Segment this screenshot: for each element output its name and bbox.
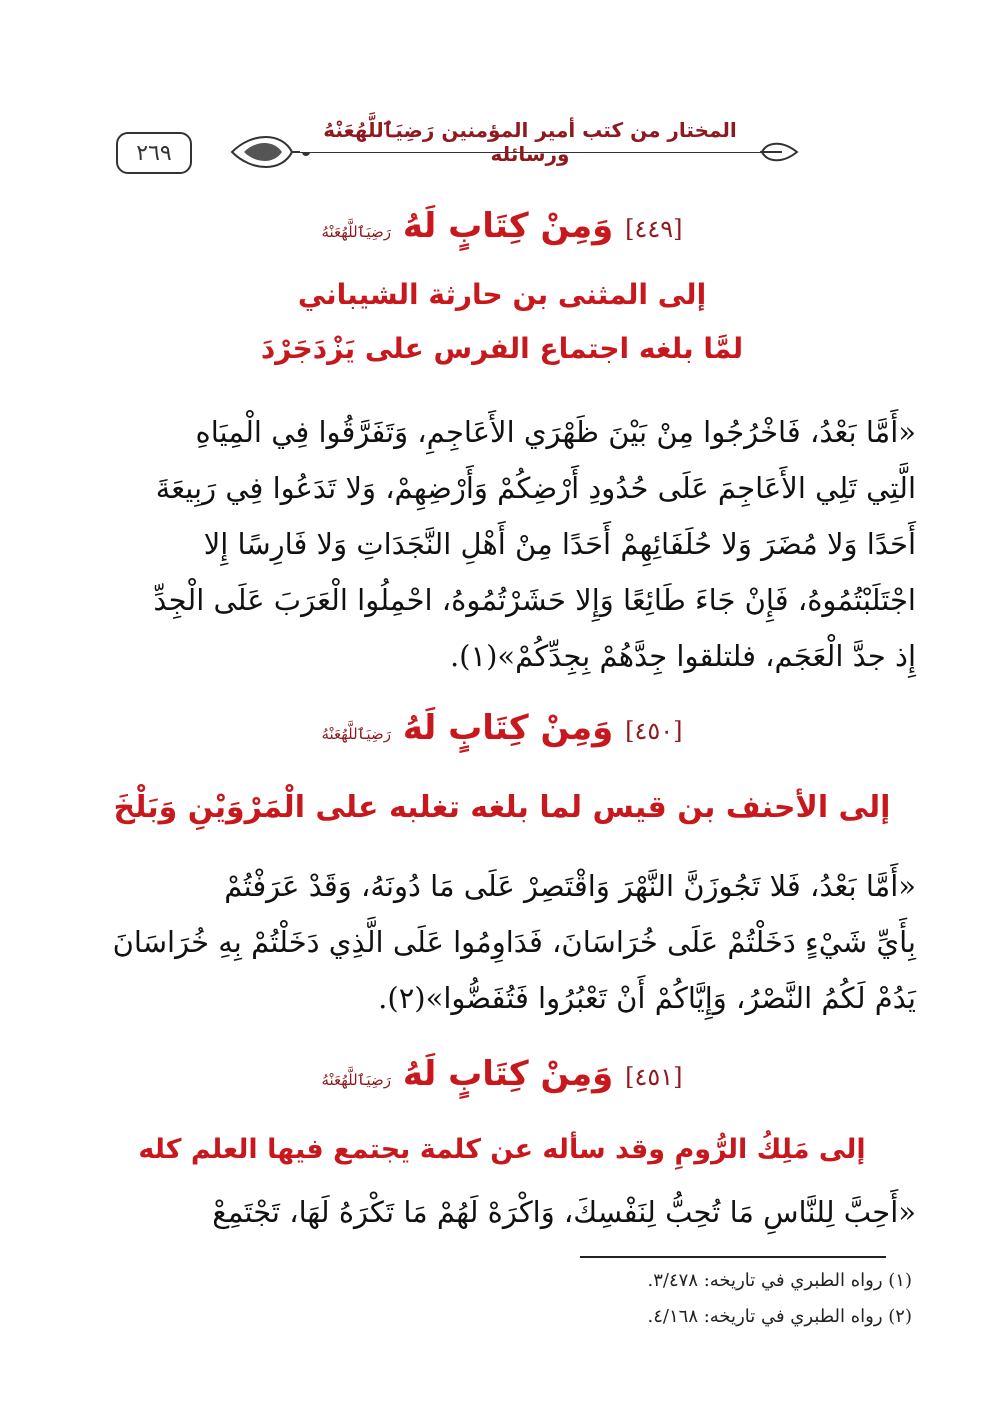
section-subtitle: لمَّا بلغه اجتماع الفرس على يَزْدَجَرْدَ	[260, 332, 744, 365]
section-title: وَمِنْ كِتَابٍ لَهُ	[402, 708, 614, 748]
running-head: المختار من كتب أمير المؤمنين رَضِيَٱللَّهُعَنْهُ ورسائله	[300, 118, 760, 152]
text-line: يَدُمْ لَكُمُ النَّصْرُ، وَإِيَّاكُمْ أَنْ تَعْبُرُوا فَتُفَضُّوا»(٢).	[378, 981, 916, 1015]
text-line: بِأَيِّ شَيْءٍ دَخَلْتُمْ عَلَى خُرَاسَانَ، فَدَاوِمُوا عَلَى الَّذِي دَخَلْتُمْ بِهِ خُرَاسَانَ	[112, 925, 916, 959]
text-line: اجْتَلَبْتُمُوهُ، فَإِنْ جَاءَ طَائِعًا وَإِلا حَشَرْتُمُوهُ، احْمِلُوا الْعَرَبَ عَلَى الْجِدِّ	[153, 583, 916, 617]
letter-text	[90, 858, 916, 1026]
text-line: أَحَدًا وَلا مُضَرَ وَلا حُلَفَائِهِمْ أَحَدًا مِنْ أَهْلِ النَّجَدَاتِ وَلا فَارِسًا إِلا	[203, 527, 916, 561]
footnote: (١) رواه الطبري في تاريخه: ٣/٤٧٨.	[647, 1270, 912, 1291]
letter-text	[90, 1184, 916, 1240]
section-subtitle: إلى الأحنف بن قيس لما بلغه تغلبه على الْمَرْوَيْنِ وَبَلْخَ	[113, 790, 891, 825]
section-subtitle: إلى المثنى بن حارثة الشيباني	[297, 278, 707, 311]
footnote: (٢) رواه الطبري في تاريخه: ٤/١٦٨.	[647, 1306, 912, 1327]
section-number: [٤٥١]	[625, 1063, 683, 1091]
honorific: رَضِيَٱللَّهُعَنْهُ	[321, 1071, 391, 1089]
page-number: ٢٦٩	[116, 132, 192, 174]
text-line: إِذ جدَّ الْعَجَم، فلتلقوا جِدَّهُمْ بِجِدِّكُمْ»(١).	[449, 639, 916, 673]
section-number: [٤٥٠]	[625, 717, 683, 745]
honorific: رَضِيَٱللَّهُعَنْهُ	[321, 725, 391, 743]
section-title: وَمِنْ كِتَابٍ لَهُ	[402, 1054, 614, 1094]
text-line: «أَمَّا بَعْدُ، فَلا تَجُوزَنَّ النَّهْرَ وَاقْتَصِرْ عَلَى مَا دُونَهُ، وَقَدْ عَرَفْتُمْ	[224, 869, 916, 903]
footnote-divider	[580, 1256, 886, 1258]
section-number: [٤٤٩]	[625, 215, 683, 243]
section-title: وَمِنْ كِتَابٍ لَهُ	[402, 206, 614, 246]
section-heading	[80, 206, 924, 256]
text-line: الَّتِي تَلِي الأَعَاجِمَ عَلَى حُدُودِ أَرْضِكُمْ وَأَرْضِهِمْ، وَلا تَدَعُوا فِي رَبِيعَةَ	[155, 471, 916, 505]
section-subtitle: إلى مَلِكُ الرُّومِ وقد سأله عن كلمة يجتمع فيها العلم كله	[138, 1134, 866, 1165]
letter-text	[90, 404, 916, 684]
section-heading	[80, 708, 924, 758]
text-line: «أَحِبَّ لِلنَّاسِ مَا تُحِبُّ لِنَفْسِكَ، وَاكْرَهْ لَهُمْ مَا تَكْرَهُ لَهَا، تَجْتَمِعْ	[212, 1195, 916, 1229]
section-heading	[80, 1054, 924, 1104]
text-line: «أَمَّا بَعْدُ، فَاخْرُجُوا مِنْ بَيْنَ ظَهْرَي الأَعَاجِمِ، وَتَفَرَّقُوا فِي الْمِيَاهِ	[195, 415, 916, 449]
honorific: رَضِيَٱللَّهُعَنْهُ	[321, 223, 391, 241]
